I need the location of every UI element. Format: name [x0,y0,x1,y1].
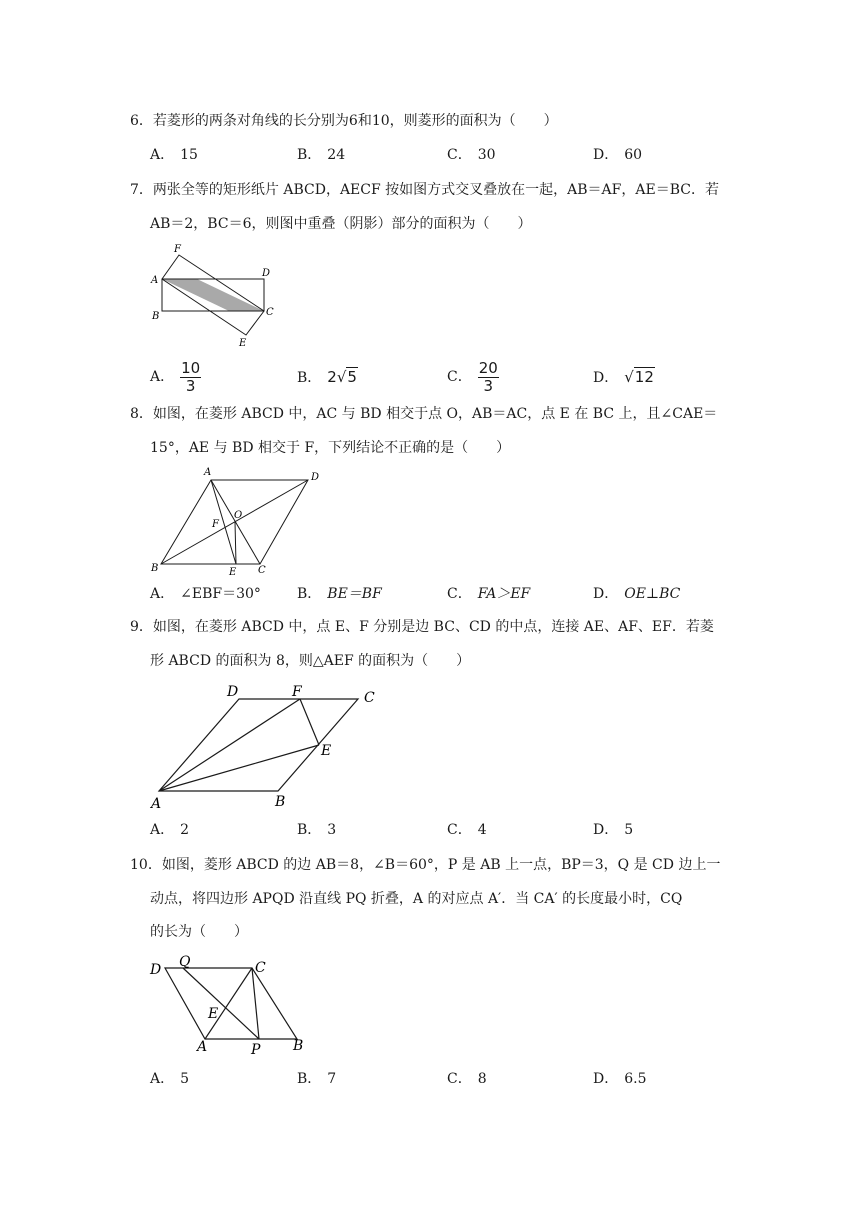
q8-label-o: O [234,510,243,521]
q7-options [150,360,710,394]
q9-option-b: B． 3 [297,822,337,838]
q7-option-d: D． √12 [593,368,654,386]
q10-segment-cp [252,968,259,1039]
q7-stem-line2: AB＝2，BC＝6，则图中重叠（阴影）部分的面积为（ ） [150,216,532,232]
q7-stem-line1: 7．两张全等的矩形纸片 ABCD，AECF 按如图方式交叉叠放在一起，AB＝AF，AE＝BC．若 [130,182,719,198]
q8-options [150,583,710,605]
q6-option-d: D． 60 [593,147,643,163]
q9-label-d: D [227,684,239,700]
q10-options [150,1068,710,1090]
q10-stem-line2: 动点，将四边形 APQD 沿直线 PQ 折叠，A 的对应点 A′．当 CA′ 的长度最小时，CQ [150,891,683,907]
q8-option-c: C． FA＞EF [447,586,531,602]
q8-label-c: C [258,565,266,576]
q7-option-b: B． 2√5 [297,368,357,386]
q8-stem-line2: 15°，AE 与 BD 相交于 F，下列结论不正确的是（ ） [150,440,511,456]
q10-option-c: C． 8 [447,1071,487,1087]
q9-option-d: D． 5 [593,822,634,838]
q10-option-a: A． 5 [150,1071,190,1087]
q9-label-b: B [275,794,286,810]
q7-label-b: B [152,311,160,322]
q10-label-q: Q [179,954,191,970]
q10-label-e: E [208,1006,219,1022]
q9-options [150,819,710,841]
q10-figure [145,952,315,1062]
q7-label-d: D [262,268,271,279]
q9-segment-ef [300,699,319,745]
q7-figure [148,240,278,350]
q7-label-e: E [239,338,247,349]
q10-rhombus [165,968,297,1039]
q7-option-a: A． $\frac{10}{3}$ [150,358,201,395]
q8-option-b: B． BE＝BF [297,586,382,602]
q10-label-b: B [293,1038,304,1054]
q6-stem: 6．若菱形的两条对角线的长分别为6和10，则菱形的面积为（ ） [130,113,558,129]
q10-label-d: D [150,962,162,978]
q9-label-e: E [321,743,332,759]
q10-label-p: P [251,1042,261,1058]
q8-stem-line1: 8．如图，在菱形 ABCD 中，AC 与 BD 相交于点 O，AB＝AC，点 E 在 BC 上，且∠CAE＝ [130,406,718,422]
q8-segment-oe [235,522,236,564]
q6-options [150,144,710,166]
q9-label-c: C [364,690,375,706]
q8-label-f: F [212,519,219,530]
q10-option-d: D． 6.5 [593,1071,647,1087]
q6-option-b: B． 24 [297,147,346,163]
q9-stem-line1: 9．如图，在菱形 ABCD 中，点 E、F 分别是边 BC、CD 的中点，连接 AE、AF、EF．若菱 [130,619,714,635]
q9-label-a: A [151,796,162,812]
q8-figure [145,463,335,578]
q9-segment-ae [159,745,319,791]
q8-label-d: D [311,472,320,483]
q9-label-f: F [292,684,302,700]
q9-option-c: C． 4 [447,822,487,838]
q10-stem-line3: 的长为（ ） [150,924,248,940]
q10-label-a: A [197,1039,208,1055]
q7-label-a: A [151,275,159,286]
q10-option-b: B． 7 [297,1071,337,1087]
q8-option-d: D． OE⊥BC [593,586,681,602]
q8-diagonal-bd [161,480,308,564]
q10-segment-qp [183,968,259,1039]
q10-stem-line1: 10．如图，菱形 ABCD 的边 AB＝8，∠B＝60°，P 是 AB 上一点，BP＝3，Q 是 CD 边上一 [130,857,721,873]
q8-label-b: B [151,563,159,574]
q10-segment-ac [205,968,252,1039]
q9-option-a: A． 2 [150,822,190,838]
q9-stem-line2: 形 ABCD 的面积为 8，则△AEF 的面积为（ ） [150,653,471,669]
q7-label-c: C [266,307,274,318]
q8-label-e: E [229,567,237,578]
q8-option-a: A． ∠EBF＝30° [150,586,261,602]
q7-shaded-region [162,279,264,311]
q6-option-c: C． 30 [447,147,496,163]
q8-label-a: A [204,467,212,478]
q9-segment-af [159,699,300,791]
q6-option-a: A． 15 [150,147,198,163]
q7-label-f: F [174,244,181,255]
q10-label-c: C [255,960,266,976]
q7-option-c: C． $\frac{20}{3}$ [447,358,498,395]
q9-figure [145,680,390,815]
